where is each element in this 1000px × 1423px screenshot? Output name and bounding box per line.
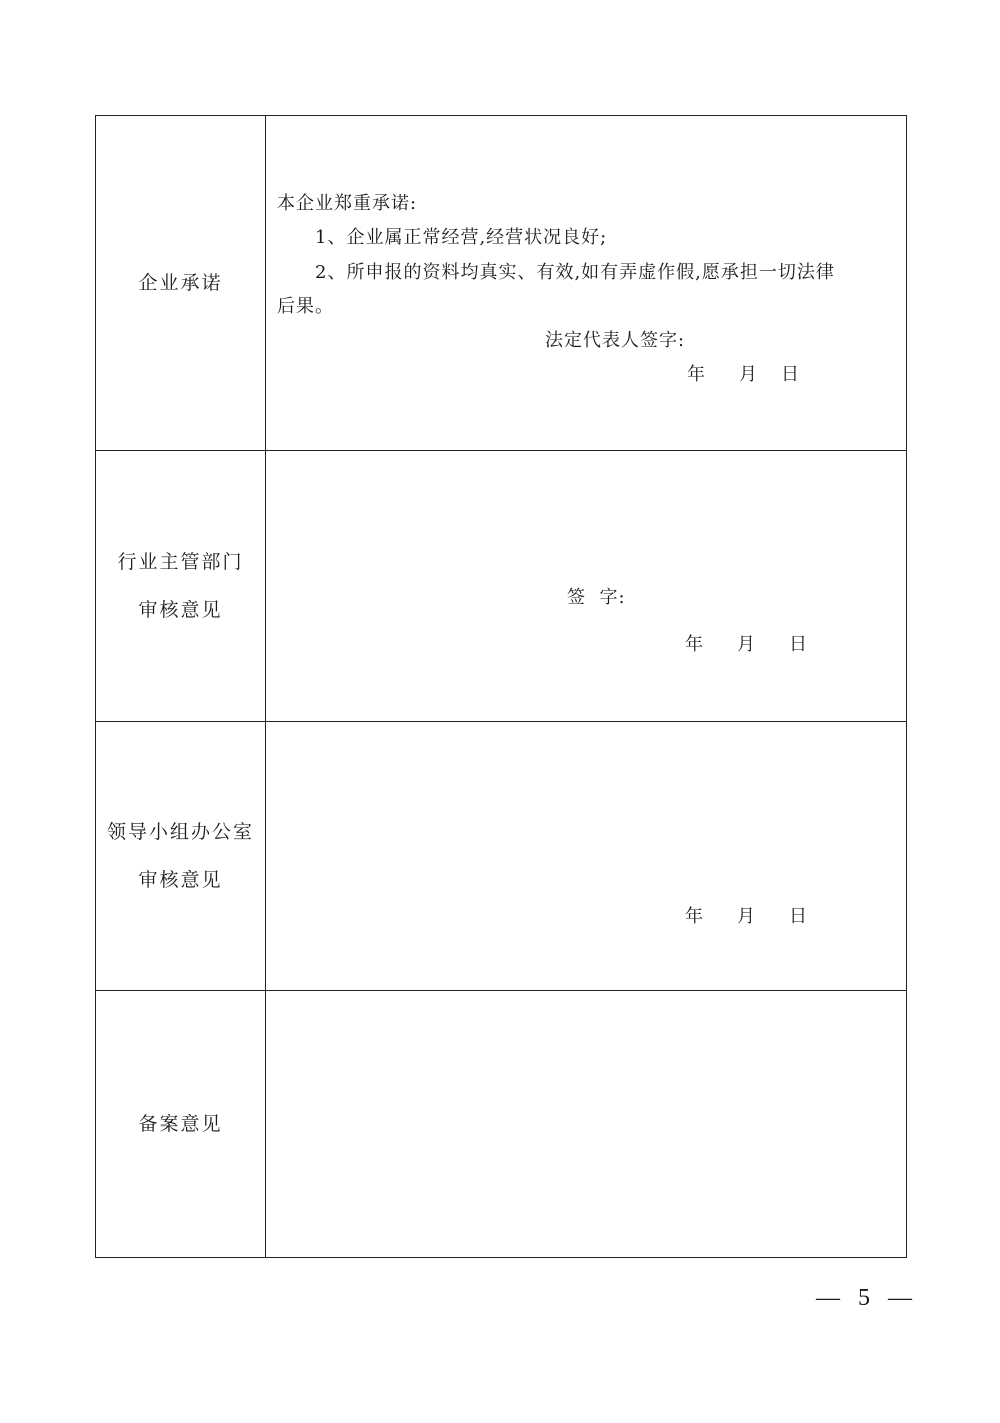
office-review-content <box>267 722 906 990</box>
legal-representative-signature-label: 法定代表人签字: <box>545 330 686 351</box>
date-year: 年 <box>685 634 704 655</box>
date-day: 日 <box>789 906 808 927</box>
label-line: 审核意见 <box>138 869 223 891</box>
page-number: — 5 — <box>816 1285 918 1311</box>
date-year: 年 <box>685 906 704 927</box>
commitment-intro: 本企业郑重承诺: <box>277 193 418 214</box>
label-line: 企业承诺 <box>138 272 223 294</box>
industry-review-content <box>267 451 906 721</box>
commitment-content <box>267 116 906 450</box>
commitment-item-2-line-1: 2、所申报的资料均真实、有效,如有弄虚作假,愿承担一切法律 <box>315 262 835 283</box>
row-enterprise-commitment <box>96 116 906 450</box>
column-divider <box>265 116 266 450</box>
row-industry-department-review <box>96 450 906 721</box>
filing-opinion-content <box>267 991 906 1257</box>
row-leading-group-office-review <box>96 721 906 990</box>
signature-label: 签 字: <box>567 587 626 608</box>
commitment-item-1: 1、企业属正常经营,经营状况良好; <box>315 227 608 248</box>
row-filing-opinion <box>96 990 906 1257</box>
label-industry-department-review <box>96 451 265 721</box>
date-day: 日 <box>789 634 808 655</box>
column-divider <box>265 991 266 1257</box>
date-year: 年 <box>687 364 706 385</box>
label-line: 领导小组办公室 <box>106 821 254 843</box>
date-month: 月 <box>737 634 756 655</box>
commitment-item-2-line-2: 后果。 <box>277 296 334 317</box>
date-month: 月 <box>737 906 756 927</box>
column-divider <box>265 451 266 721</box>
label-line: 审核意见 <box>138 599 223 621</box>
form-table <box>95 115 907 1258</box>
date-day: 日 <box>781 364 800 385</box>
column-divider <box>265 722 266 990</box>
label-enterprise-commitment <box>96 116 265 450</box>
label-filing-opinion <box>96 991 265 1257</box>
date-month: 月 <box>739 364 758 385</box>
label-line: 行业主管部门 <box>117 551 244 573</box>
label-leading-group-office-review <box>96 722 265 990</box>
label-line: 备案意见 <box>138 1113 223 1135</box>
